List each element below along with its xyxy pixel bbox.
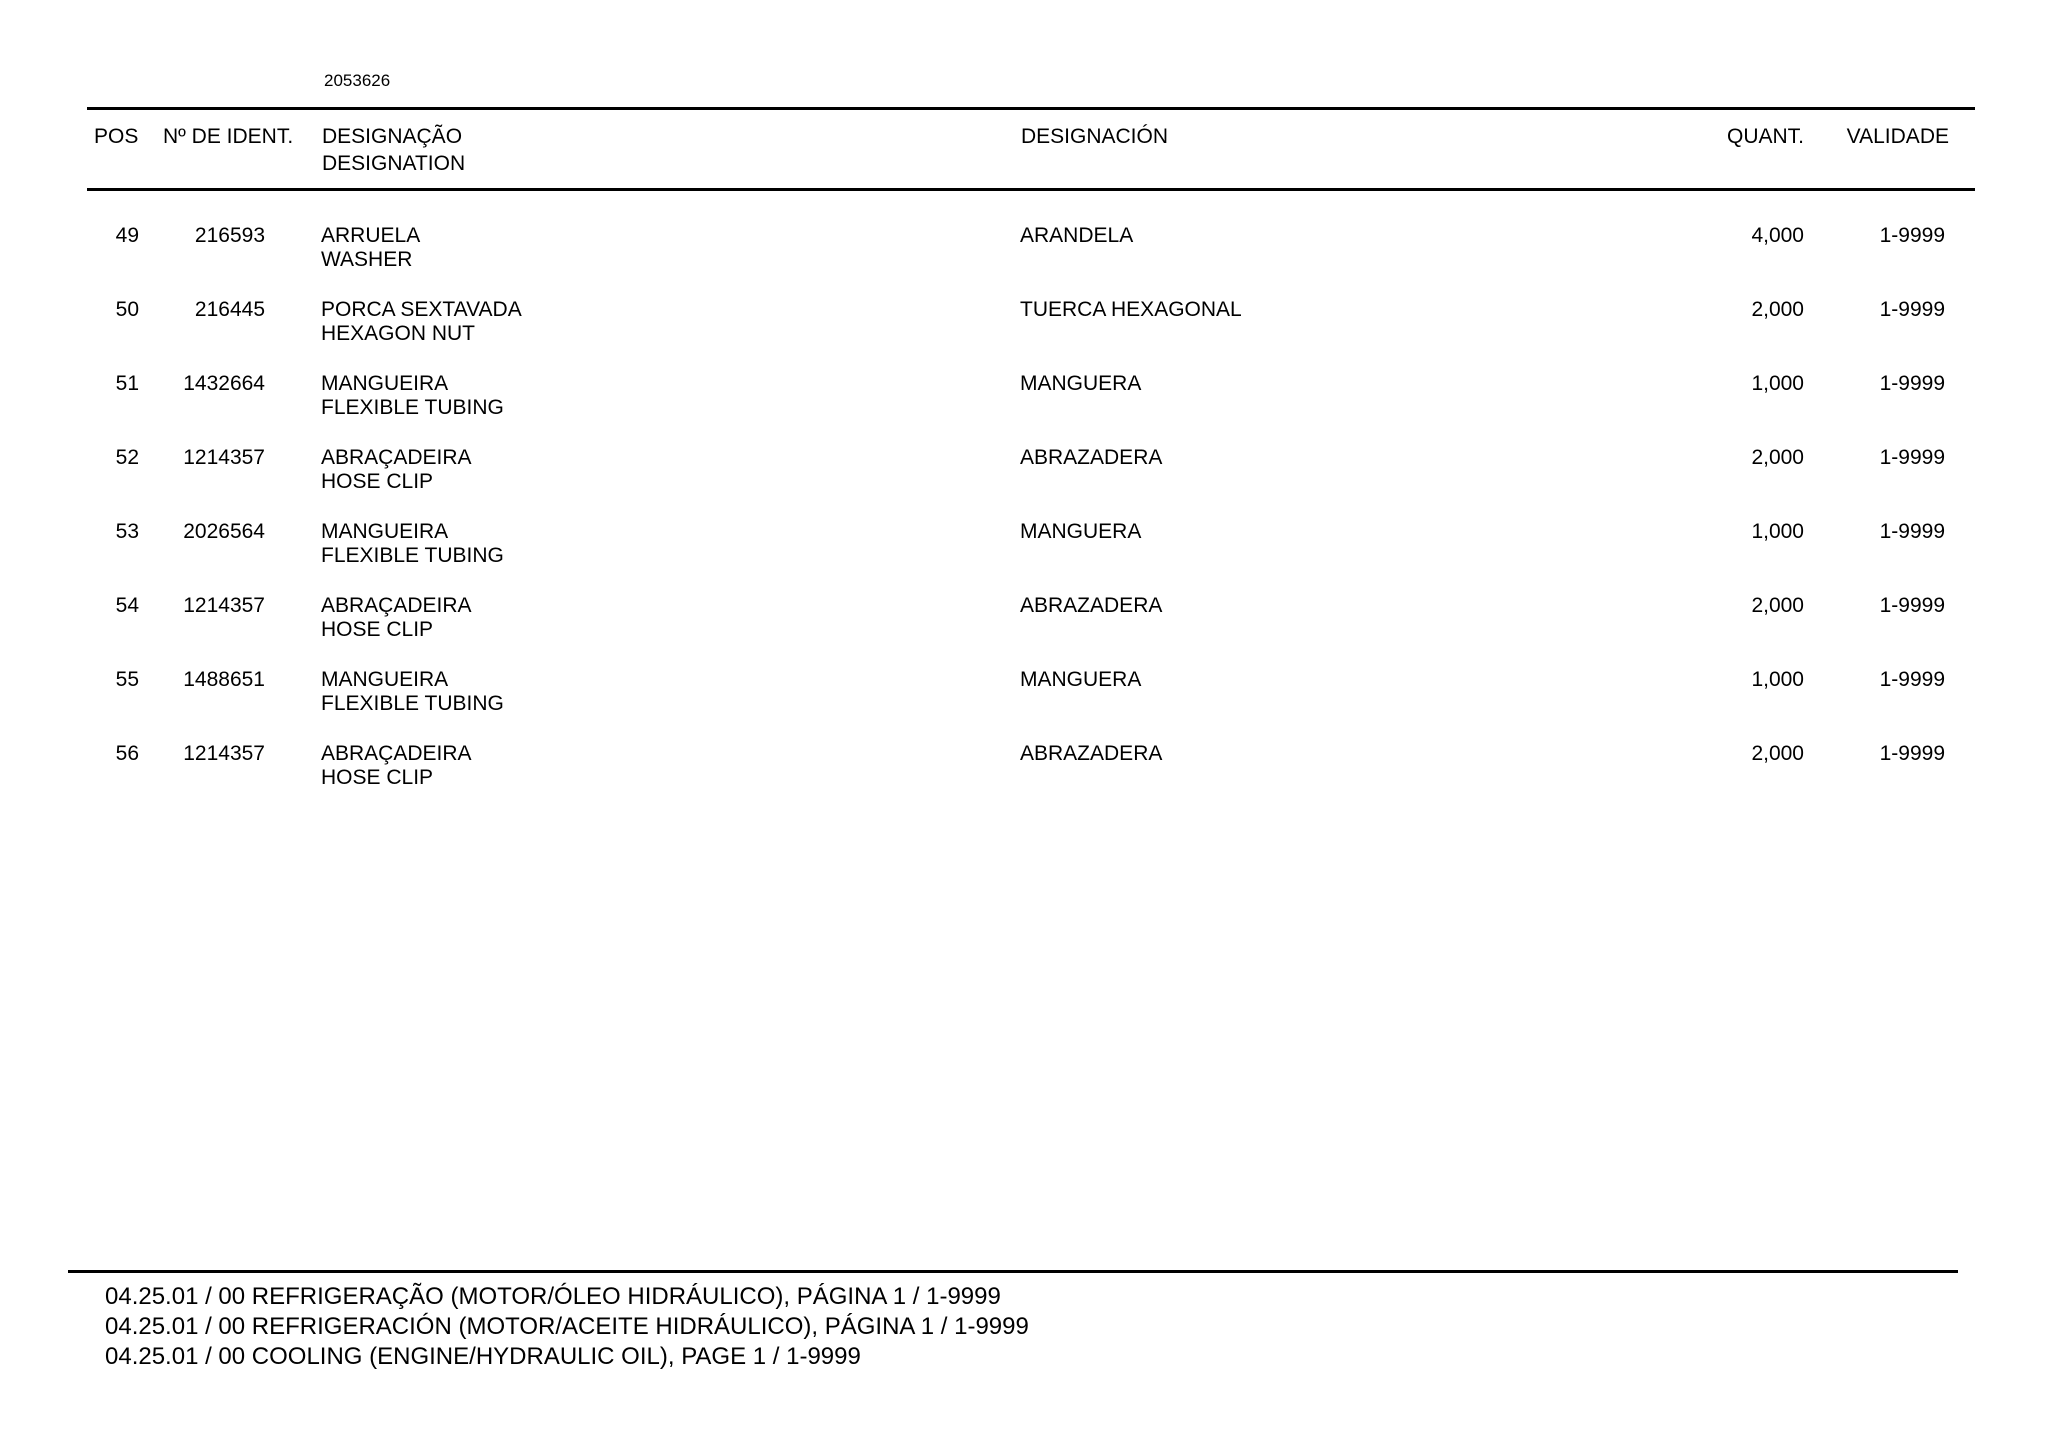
row-designation	[321, 520, 504, 568]
row-designation-pt: MANGUEIRA	[321, 520, 449, 543]
row-quantity: 4,000	[1751, 224, 1804, 247]
row-quantity: 2,000	[1751, 742, 1804, 765]
row-ident: 216445	[194, 298, 265, 321]
footer-line-en: 04.25.01 / 00 COOLING (ENGINE/HYDRAULIC OIL), PAGE 1 / 1-9999	[105, 1343, 861, 1370]
row-ident: 1432664	[183, 372, 265, 395]
row-designation-es: MANGUERA	[1020, 372, 1142, 395]
row-designation-es: MANGUERA	[1020, 668, 1142, 691]
row-designation-en: HOSE CLIP	[321, 766, 434, 789]
table-row	[0, 594, 2048, 668]
footer-line-es: 04.25.01 / 00 REFRIGERACIÓN (MOTOR/ACEITE HIDRÁULICO), PÁGINA 1 / 1-9999	[105, 1313, 1029, 1340]
table-row	[0, 668, 2048, 742]
row-validity: 1-9999	[1879, 668, 1945, 691]
row-designation-en: HOSE CLIP	[321, 470, 434, 493]
row-ident: 1214357	[183, 742, 265, 765]
row-designation-en: FLEXIBLE TUBING	[321, 396, 504, 419]
row-designation-es: ABRAZADERA	[1020, 446, 1163, 469]
document-number: 2053626	[324, 71, 391, 90]
page-footer	[105, 1282, 1029, 1372]
header-designation-pt: DESIGNAÇÃO	[322, 125, 463, 148]
row-quantity: 1,000	[1751, 668, 1804, 691]
table-row	[0, 224, 2048, 298]
row-designation-pt: MANGUEIRA	[321, 668, 449, 691]
row-designation-es: ABRAZADERA	[1020, 742, 1163, 765]
header-quantity: QUANT.	[1726, 125, 1804, 148]
header-pos: POS	[94, 125, 139, 148]
row-designation-pt: PORCA SEXTAVADA	[321, 298, 522, 321]
table-row	[0, 372, 2048, 446]
table-row	[0, 298, 2048, 372]
header-designation-en: DESIGNATION	[322, 152, 466, 175]
row-designation-pt: ABRAÇADEIRA	[321, 594, 472, 617]
header-designation-es: DESIGNACIÓN	[1021, 125, 1169, 148]
row-ident: 1214357	[183, 446, 265, 469]
row-validity: 1-9999	[1879, 520, 1945, 543]
row-quantity: 2,000	[1751, 298, 1804, 321]
row-pos: 49	[115, 224, 139, 247]
row-quantity: 1,000	[1751, 520, 1804, 543]
row-designation-en: HEXAGON NUT	[321, 322, 476, 345]
header-validity: VALIDADE	[1846, 125, 1949, 148]
row-designation-es: ABRAZADERA	[1020, 594, 1163, 617]
row-designation-pt: ARRUELA	[321, 224, 421, 247]
row-designation	[321, 372, 504, 420]
row-pos: 53	[115, 520, 139, 543]
table-row	[0, 520, 2048, 594]
row-pos: 56	[115, 742, 139, 765]
row-designation	[321, 446, 472, 494]
row-ident: 1214357	[183, 594, 265, 617]
footer-rule	[68, 1270, 1958, 1273]
row-pos: 55	[115, 668, 139, 691]
row-designation	[321, 742, 472, 790]
row-quantity: 1,000	[1751, 372, 1804, 395]
row-validity: 1-9999	[1879, 298, 1945, 321]
row-designation	[321, 594, 472, 642]
header-designation	[322, 123, 465, 177]
table-row	[0, 742, 2048, 816]
row-designation	[321, 298, 522, 346]
row-designation-es: ARANDELA	[1020, 224, 1134, 247]
row-designation-en: FLEXIBLE TUBING	[321, 544, 504, 567]
row-validity: 1-9999	[1879, 224, 1945, 247]
row-ident: 216593	[194, 224, 265, 247]
row-designation-pt: ABRAÇADEIRA	[321, 742, 472, 765]
row-designation-pt: MANGUEIRA	[321, 372, 449, 395]
row-designation-es: MANGUERA	[1020, 520, 1142, 543]
row-validity: 1-9999	[1879, 446, 1945, 469]
parts-table	[0, 224, 2048, 816]
row-validity: 1-9999	[1879, 742, 1945, 765]
row-pos: 52	[115, 446, 139, 469]
row-designation	[321, 668, 504, 716]
row-ident: 1488651	[183, 668, 265, 691]
header-bottom-rule	[87, 188, 1975, 191]
row-designation-en: WASHER	[321, 248, 413, 271]
row-pos: 51	[115, 372, 139, 395]
row-designation-en: HOSE CLIP	[321, 618, 434, 641]
row-validity: 1-9999	[1879, 372, 1945, 395]
row-designation-es: TUERCA HEXAGONAL	[1020, 298, 1242, 321]
row-quantity: 2,000	[1751, 594, 1804, 617]
row-ident: 2026564	[183, 520, 265, 543]
row-validity: 1-9999	[1879, 594, 1945, 617]
row-designation	[321, 224, 420, 272]
header-top-rule	[87, 107, 1975, 110]
row-pos: 50	[115, 298, 139, 321]
row-pos: 54	[115, 594, 139, 617]
row-designation-en: FLEXIBLE TUBING	[321, 692, 504, 715]
row-designation-pt: ABRAÇADEIRA	[321, 446, 472, 469]
table-row	[0, 446, 2048, 520]
header-ident: Nº DE IDENT.	[163, 125, 294, 148]
footer-line-pt: 04.25.01 / 00 REFRIGERAÇÃO (MOTOR/ÓLEO HIDRÁULICO), PÁGINA 1 / 1-9999	[105, 1283, 1001, 1310]
row-quantity: 2,000	[1751, 446, 1804, 469]
